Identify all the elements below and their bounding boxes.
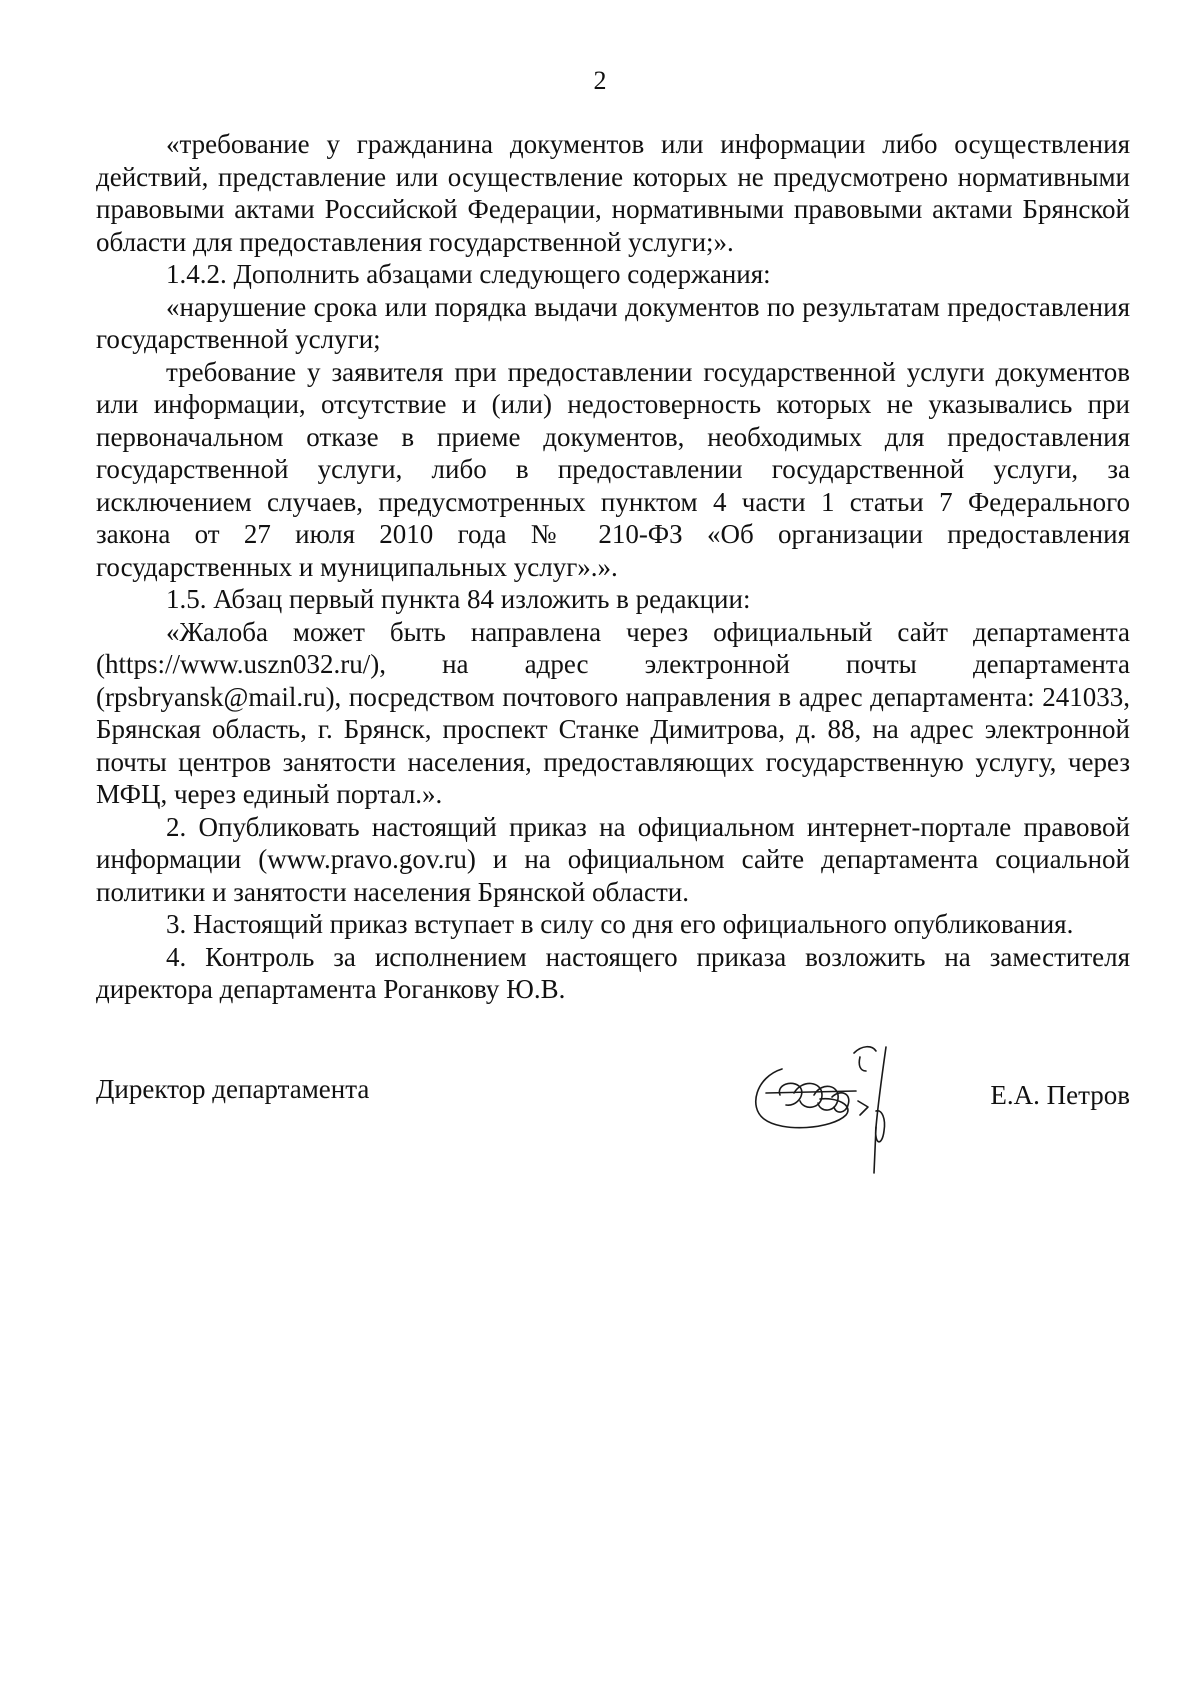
- signature-block: [96, 1035, 1130, 1185]
- paragraph-item-4-control: 4. Контроль за исполнением настоящего приказа возложить на заместителя директора департамента Роганкову Ю.В.: [96, 941, 1130, 1004]
- signatory-role: Директор департамента: [96, 1074, 370, 1104]
- paragraph-1-4-2: 1.4.2. Дополнить абзацами следующего содержания:: [166, 259, 771, 289]
- page-number: 2: [593, 66, 607, 95]
- paragraph-requirement-citizen: «требование у гражданина документов или информации либо осуществления действий, представление или осуществление которых не предусмотрено нормативными правовыми актами Российской Федерации, нормативными правовыми актами Брянской области для предоставления государственной услуги;».: [96, 129, 1130, 257]
- paragraph-requirement-applicant: требование у заявителя при предоставлении государственной услуги документов или информации, отсутствие и (или) недостоверность которых не указывались при первоначальном отказе в приеме документов, необходимых для предоставления государственной услуги, либо в предоставлении государственной услуги, за исключением случаев, предусмотренных пунктом 4 части 1 статьи 7 Федерального закона от 27 июля 2010 года № 210-ФЗ «Об организации предоставления государственных и муниципальных услуг».».: [96, 356, 1130, 582]
- handwritten-signature: [736, 1035, 936, 1185]
- paragraph-item-2-publish: 2. Опубликовать настоящий приказ на официальном интернет-портале правовой информации (www.pravo.gov.ru) и на официальном сайте департамента социальной политики и занятости населения Брянской области.: [96, 811, 1130, 907]
- paragraph-complaint: «Жалоба может быть направлена через официальный сайт департамента (https://www.uszn032.ru/), на адрес электронной почты департамента (rpsbryansk@mail.ru), посредством почтового направления в адрес департамента: 241033, Брянская область, г. Брянск, проспект Станке Димитрова, д. 88, на адрес электронной почты центров занятости населения, предоставляющих государственную услугу, через МФЦ, через единый портал.».: [96, 616, 1130, 809]
- document-body: [96, 128, 1130, 1006]
- paragraph-item-3-effective: 3. Настоящий приказ вступает в силу со дня его официального опубликования.: [166, 909, 1074, 939]
- paragraph-1-5: 1.5. Абзац первый пункта 84 изложить в редакции:: [166, 584, 751, 614]
- signatory-name: Е.А. Петров: [990, 1080, 1130, 1110]
- paragraph-deadline-violation: «нарушение срока или порядка выдачи документов по результатам предоставления государственной услуги;: [96, 291, 1130, 354]
